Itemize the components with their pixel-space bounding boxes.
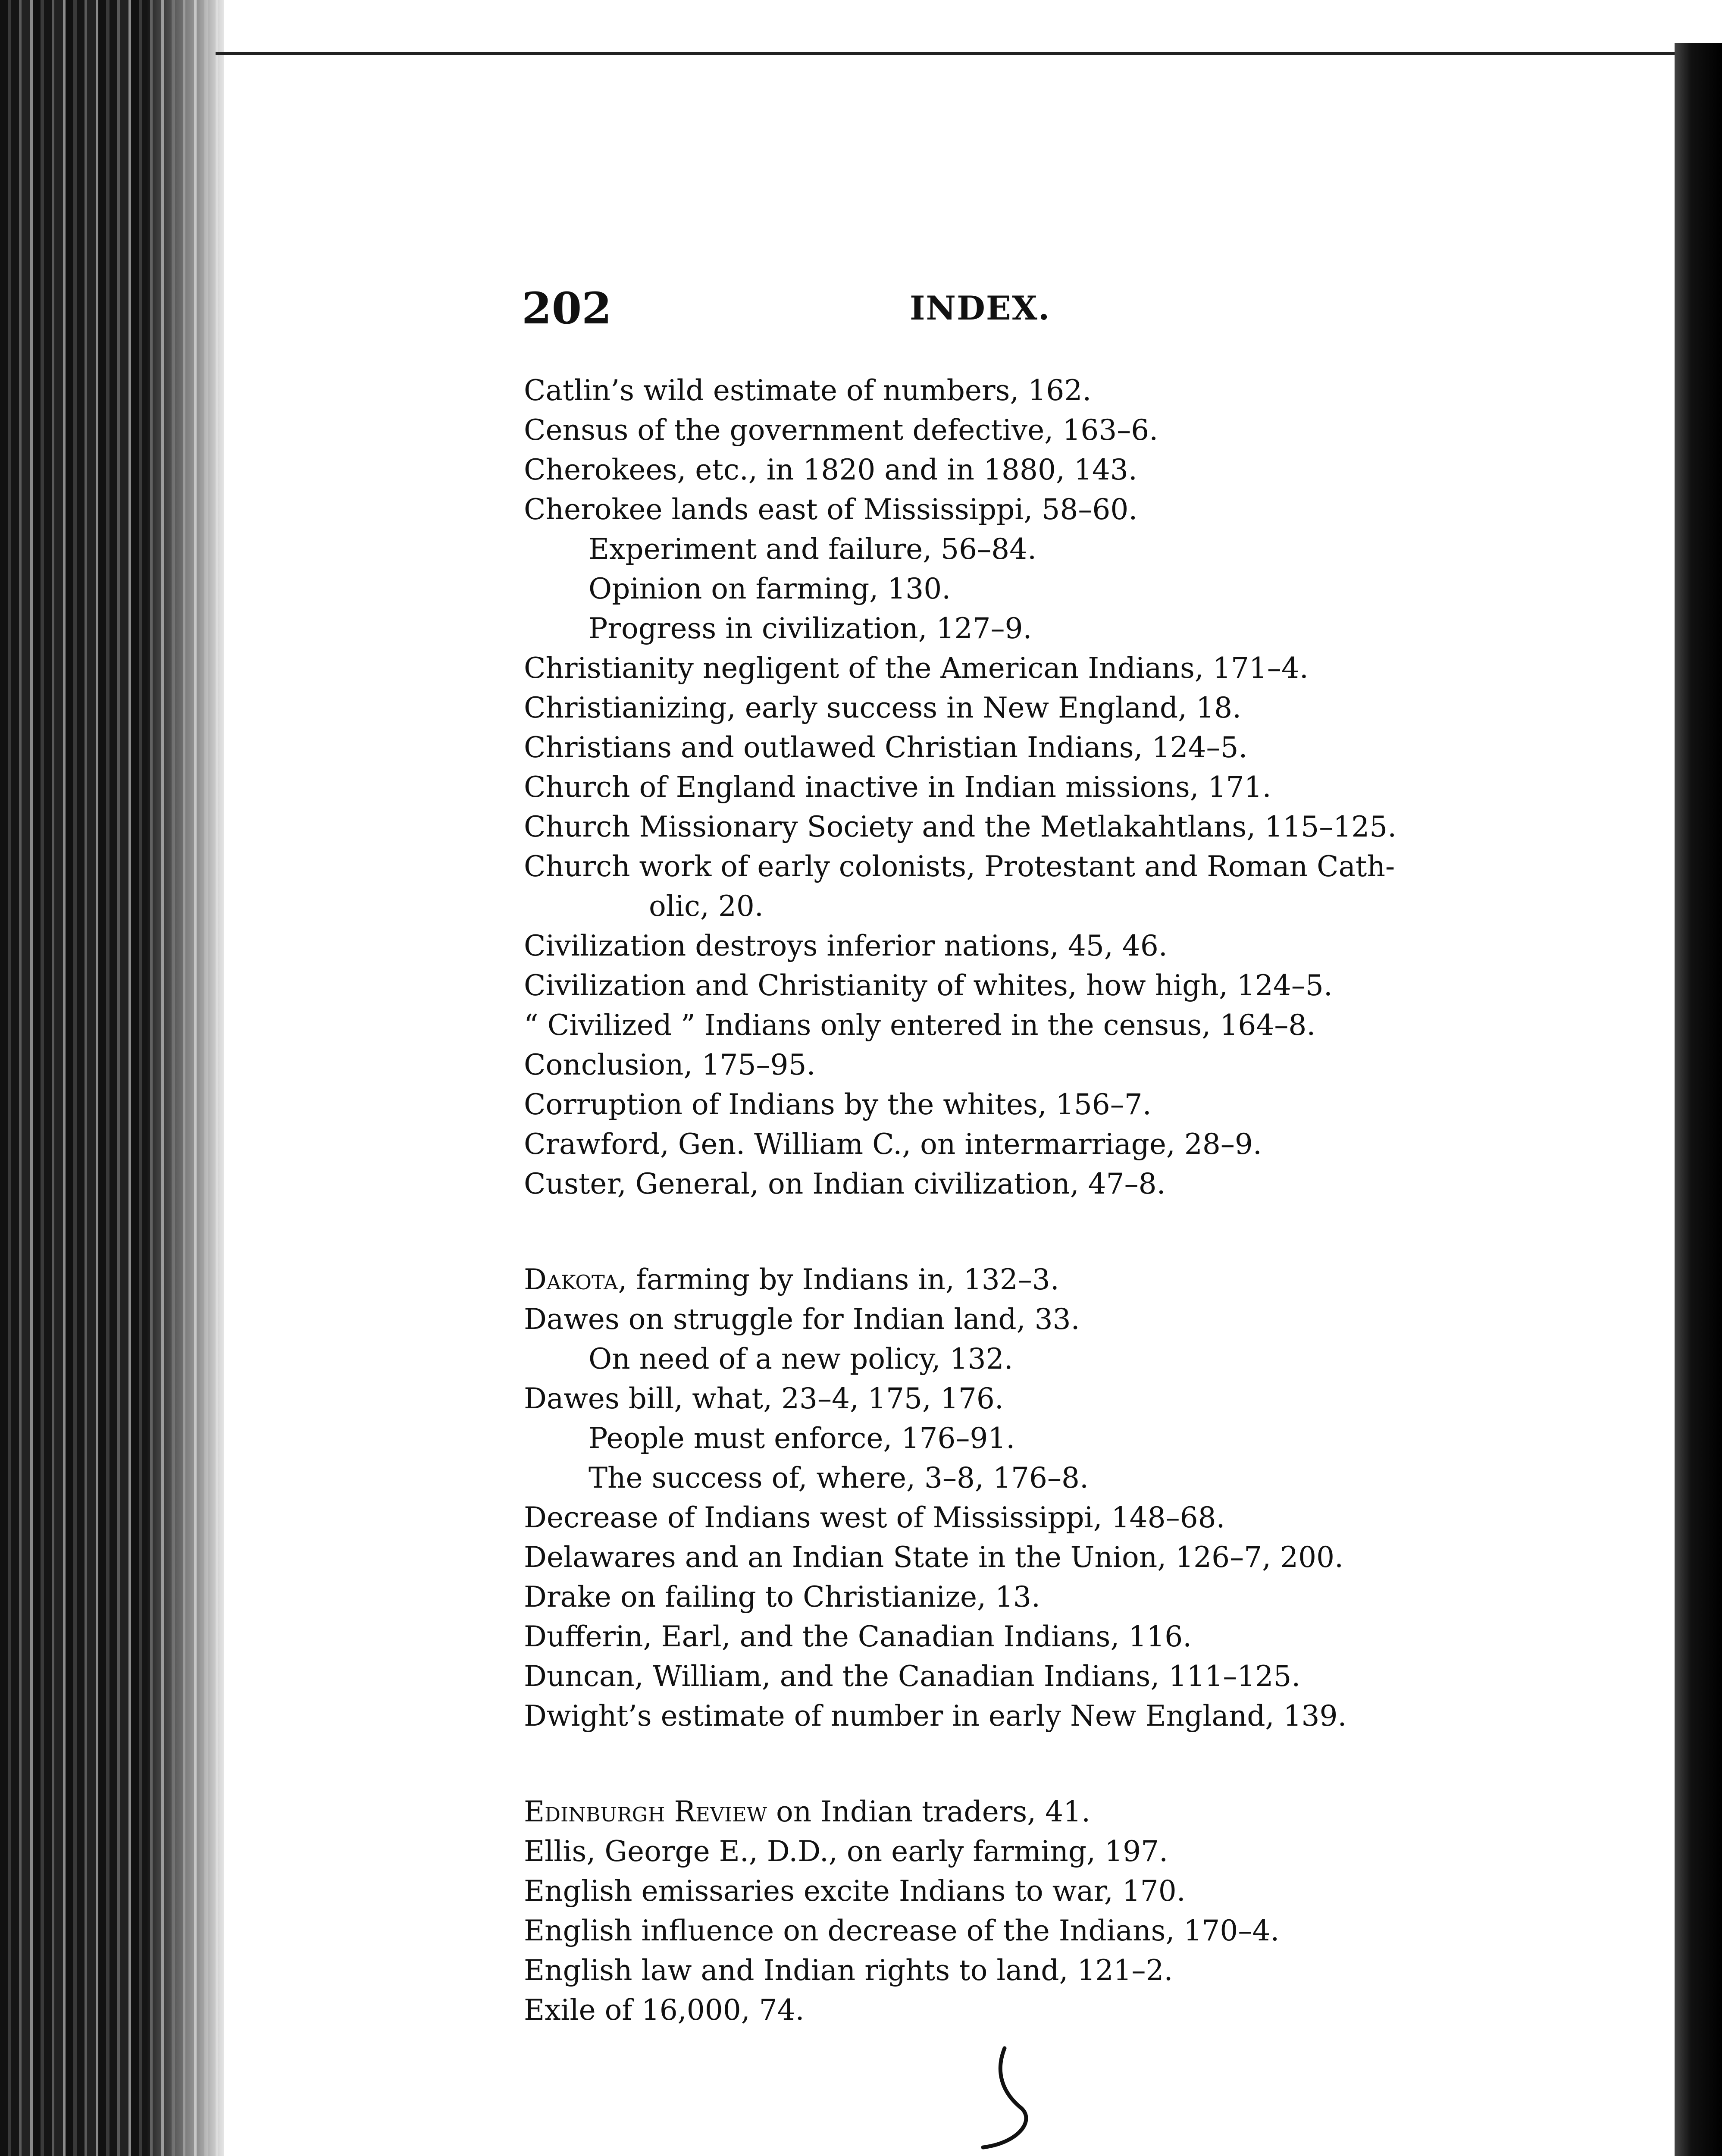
index-entry-text: Delawares and an Indian State in the Union, 126–7, 200. xyxy=(524,1541,1344,1574)
index-entry-text: Civilization and Christianity of whites, how high, 124–5. xyxy=(524,969,1333,1002)
index-entry xyxy=(524,728,1623,768)
index-entry xyxy=(524,1164,1623,1204)
index-entry xyxy=(524,1990,1623,2030)
index-entry-text: The success of, where, 3–8, 176–8. xyxy=(589,1461,1089,1495)
index-entry-text: Dawes on struggle for Indian land, 33. xyxy=(524,1303,1080,1336)
index-entry-text: English influence on decrease of the Indians, 170–4. xyxy=(524,1914,1280,1947)
index-entry-text: Church Missionary Society and the Metlakahtlans, 115–125. xyxy=(524,810,1397,843)
index-entry-text: Cherokees, etc., in 1820 and in 1880, 143. xyxy=(524,453,1137,486)
index-entry-text: Civilization destroys inferior nations, 45, 46. xyxy=(524,929,1168,962)
index-entry xyxy=(524,1617,1623,1657)
index-entry-text: Christianity negligent of the American Indians, 171–4. xyxy=(524,652,1309,685)
index-entry-text: Christianizing, early success in New England, 18. xyxy=(524,691,1242,724)
index-entry-text: Experiment and failure, 56–84. xyxy=(589,533,1037,566)
index-entry xyxy=(524,1085,1623,1125)
index-entry xyxy=(524,1538,1623,1577)
index-entry-text: Catlin’s wild estimate of numbers, 162. xyxy=(524,374,1092,407)
index-subentry xyxy=(524,609,1623,649)
index-entry-text: Christians and outlawed Christian Indians, 124–5. xyxy=(524,731,1248,764)
index-entry xyxy=(524,1045,1623,1085)
index-entry xyxy=(524,688,1623,728)
index-entry-text: Ellis, George E., D.D., on early farming, 197. xyxy=(524,1835,1168,1868)
index-entry xyxy=(524,768,1623,807)
letter-group-gap xyxy=(524,1204,1623,1260)
running-header xyxy=(522,280,1513,336)
page-number: 202 xyxy=(522,283,612,334)
index-entry xyxy=(524,371,1623,411)
index-entry-text: Progress in civilization, 127–9. xyxy=(589,612,1032,645)
index-entry xyxy=(524,1125,1623,1164)
index-entry-text: English law and Indian rights to land, 121–2. xyxy=(524,1954,1173,1987)
index-subentry xyxy=(524,569,1623,609)
index-entry-text: English emissaries excite Indians to war, 170. xyxy=(524,1874,1186,1908)
index-entry-text: On need of a new policy, 132. xyxy=(589,1342,1013,1376)
index-entry xyxy=(524,1871,1623,1911)
index-subentry xyxy=(524,530,1623,569)
index-entry-text: Conclusion, 175–95. xyxy=(524,1048,816,1081)
index-entry-text: Church work of early colonists, Protestant and Roman Cath- xyxy=(524,850,1395,883)
index-entry-text: Cherokee lands east of Mississippi, 58–60. xyxy=(524,493,1138,526)
index-entry xyxy=(524,1792,1623,1832)
index-entry-text: Drake on failing to Christianize, 13. xyxy=(524,1580,1041,1614)
index-entry-text: on Indian traders, 41. xyxy=(767,1795,1091,1828)
index-entry-text: Exile of 16,000, 74. xyxy=(524,1993,805,2027)
page-top-edge xyxy=(216,52,1681,60)
index-entry xyxy=(524,807,1623,847)
index-entry-text: Dwight’s estimate of number in early New England, 139. xyxy=(524,1699,1347,1733)
index-entry-text: Census of the government defective, 163–6. xyxy=(524,414,1158,447)
index-entry xyxy=(524,1696,1623,1736)
index-entry-text: Dufferin, Earl, and the Canadian Indians, 116. xyxy=(524,1620,1192,1653)
index-subentry xyxy=(524,1458,1623,1498)
letter-group-gap xyxy=(524,1736,1623,1792)
index-entry xyxy=(524,1379,1623,1419)
index-entry-text: Custer, General, on Indian civilization, 47–8. xyxy=(524,1167,1166,1200)
index-entry xyxy=(524,1260,1623,1300)
index-subentry xyxy=(524,1419,1623,1458)
index-entry-text: Duncan, William, and the Canadian Indians, 111–125. xyxy=(524,1660,1301,1693)
index-entry xyxy=(524,1911,1623,1951)
index-entry-text: Opinion on farming, 130. xyxy=(589,572,951,605)
scan-right-edge-shadow xyxy=(1675,43,1722,2156)
index-entries xyxy=(524,371,1623,2030)
index-entry-text: Decrease of Indians west of Mississippi, 148–68. xyxy=(524,1501,1225,1534)
index-entry xyxy=(524,847,1623,887)
index-entry xyxy=(524,450,1623,490)
running-title: INDEX. xyxy=(910,289,1051,327)
index-entry-text: “ Civilized ” Indians only entered in the census, 164–8. xyxy=(524,1009,1316,1042)
index-subentry xyxy=(524,1339,1623,1379)
index-entry-lead: Dakota xyxy=(524,1263,618,1296)
index-entry-text: Corruption of Indians by the whites, 156–7. xyxy=(524,1088,1152,1121)
handwritten-bracket-mark xyxy=(970,2044,1039,2156)
index-entry-continuation xyxy=(524,887,1623,926)
index-entry xyxy=(524,1498,1623,1538)
index-entry xyxy=(524,966,1623,1006)
index-entry xyxy=(524,1577,1623,1617)
index-entry xyxy=(524,926,1623,966)
index-entry-text: Crawford, Gen. William C., on intermarriage, 28–9. xyxy=(524,1128,1262,1161)
index-entry-text: Dawes bill, what, 23–4, 175, 176. xyxy=(524,1382,1004,1415)
index-entry-text: Church of England inactive in Indian missions, 171. xyxy=(524,771,1271,804)
index-entry xyxy=(524,1006,1623,1045)
index-entry xyxy=(524,1657,1623,1696)
index-entry xyxy=(524,411,1623,450)
index-entry xyxy=(524,1300,1623,1339)
index-entry-text: People must enforce, 176–91. xyxy=(589,1422,1015,1455)
index-entry xyxy=(524,490,1623,530)
index-entry xyxy=(524,1832,1623,1871)
scan-binding-fade xyxy=(147,0,233,2156)
index-entry xyxy=(524,1951,1623,1990)
index-entry xyxy=(524,649,1623,688)
index-entry-lead: Edinburgh Review xyxy=(524,1795,767,1828)
index-entry-text: , farming by Indians in, 132–3. xyxy=(618,1263,1059,1296)
index-entry-text: olic, 20. xyxy=(649,890,764,923)
